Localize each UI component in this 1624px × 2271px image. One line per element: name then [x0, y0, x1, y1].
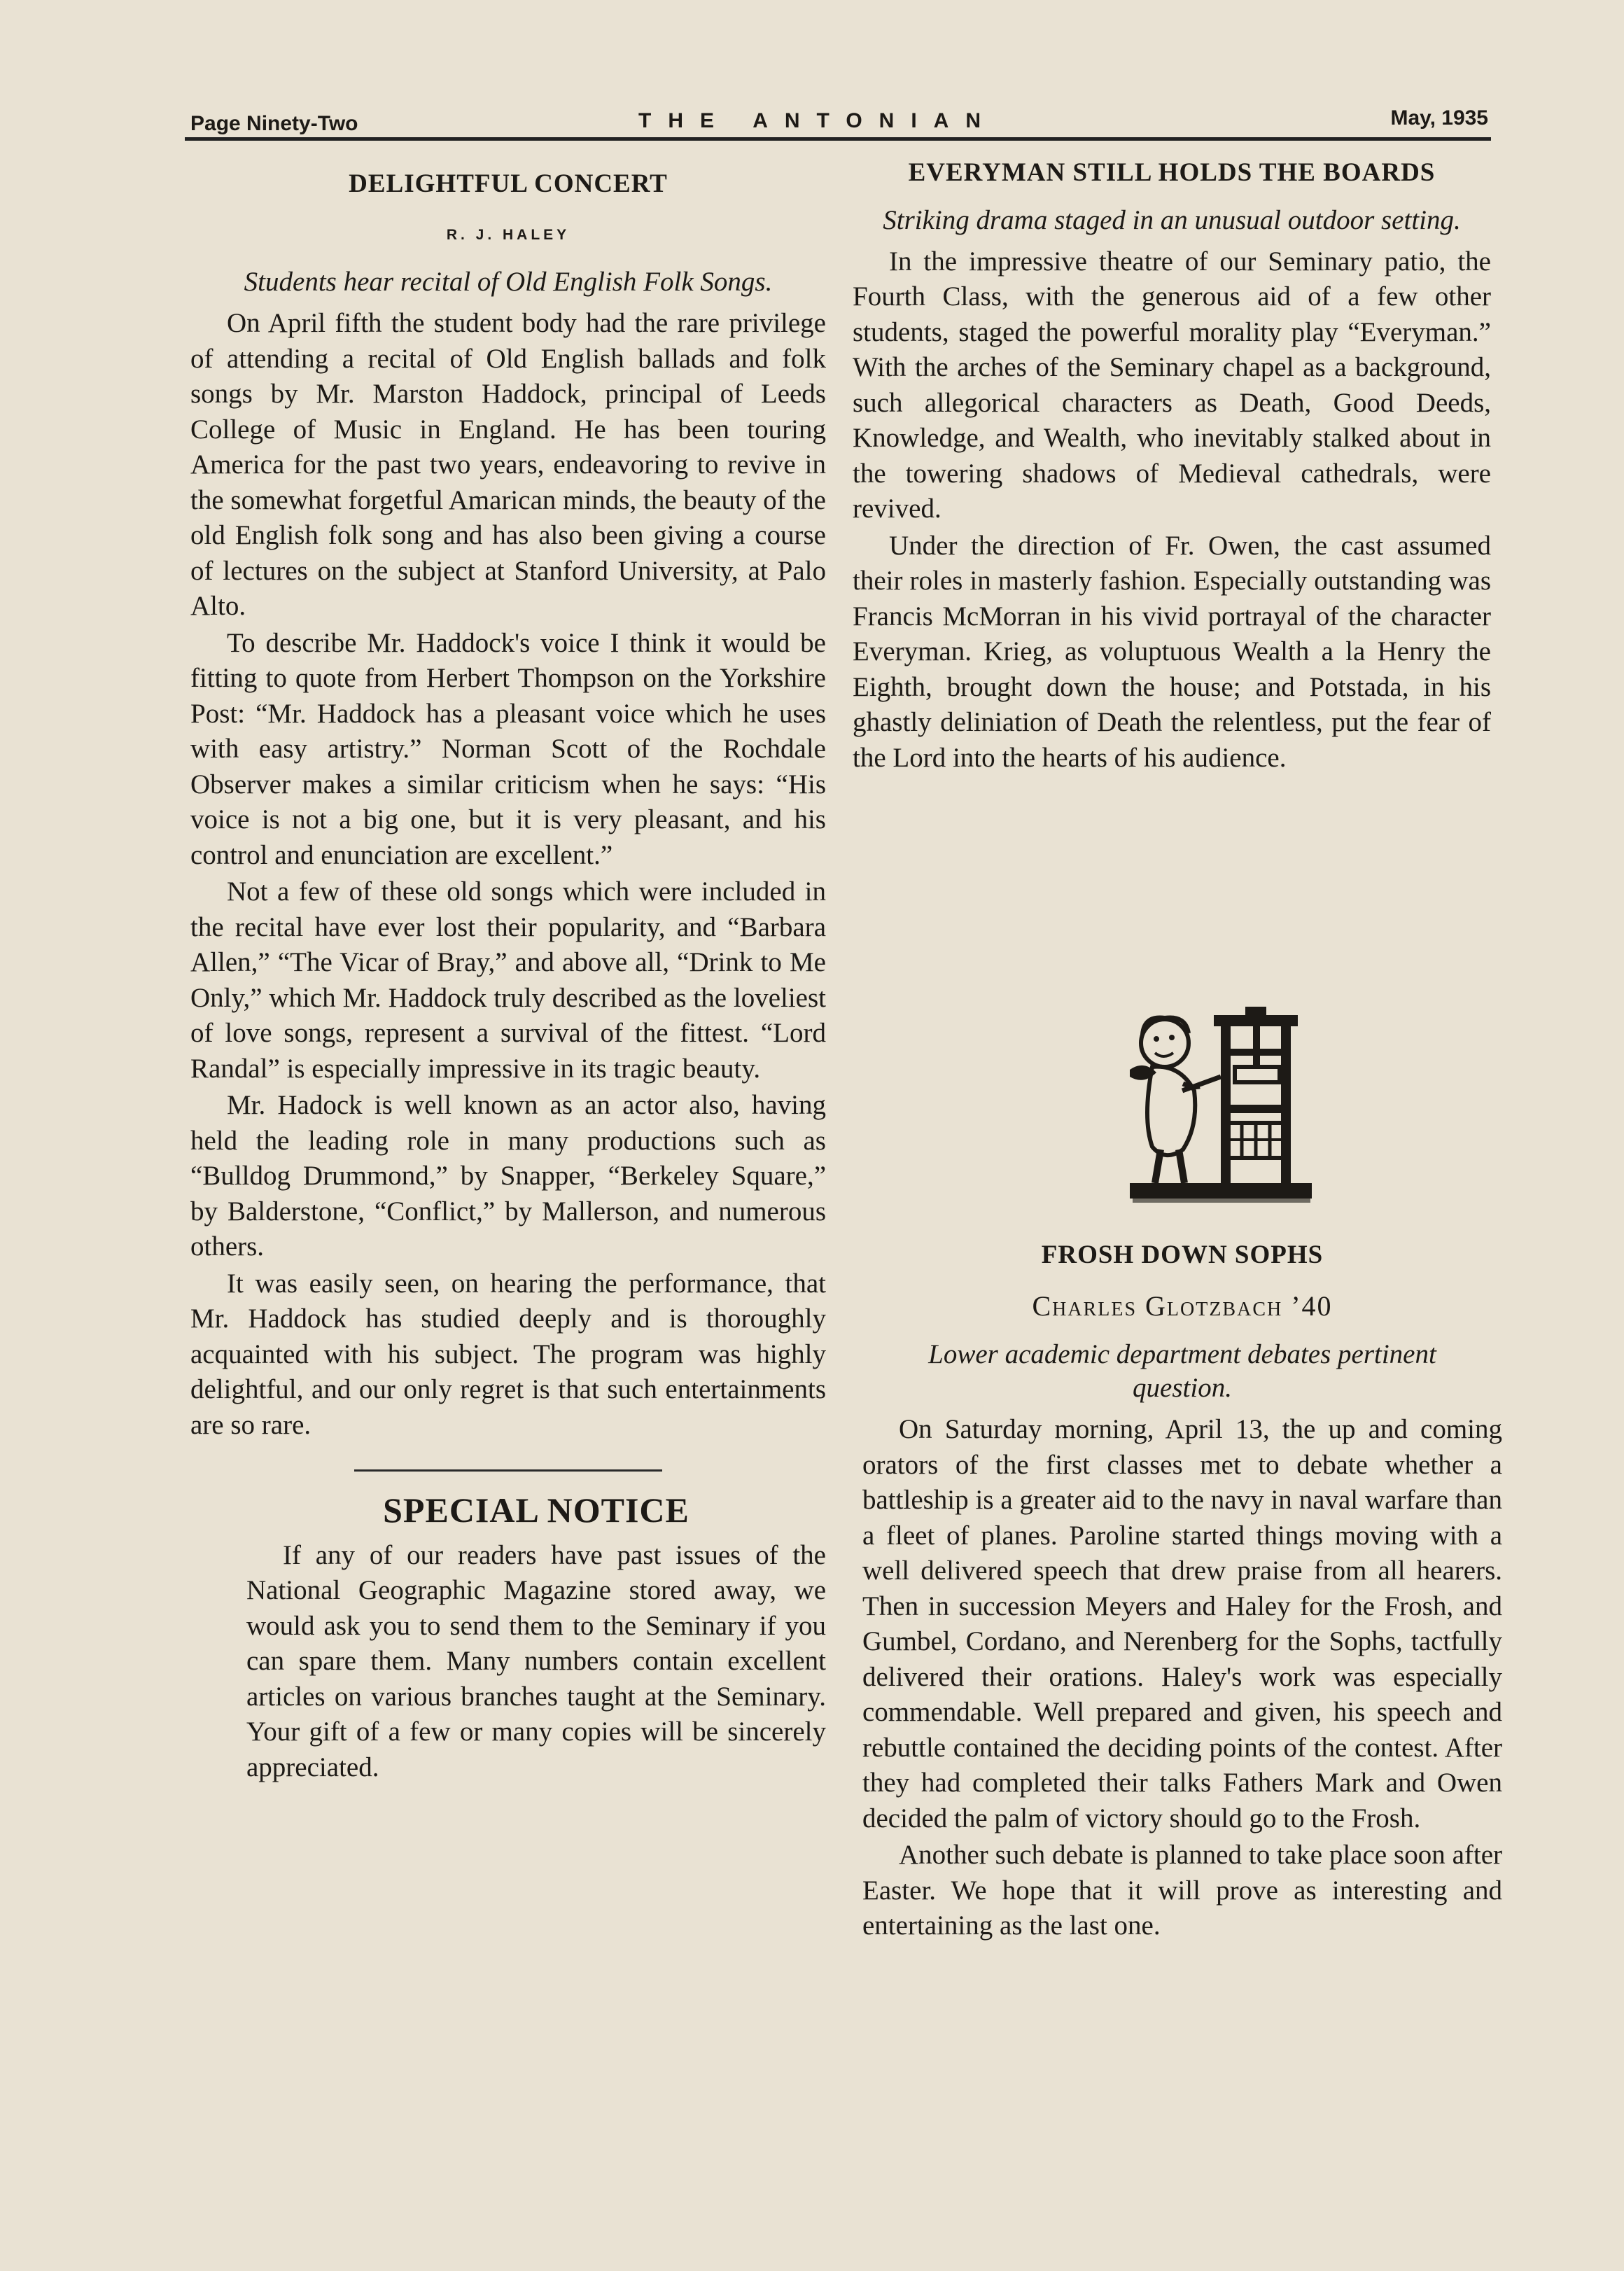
notice-paragraph: If any of our readers have past issues of the National Geographic Magazine stored away, we would ask you to send them to the Seminary if you can spare them. Many numbers contain excellent articles on various branches taught at the Seminary. Your gift of a few or many copies will be sincerely appreciated.: [246, 1539, 826, 1782]
right-column-top: [853, 155, 1491, 776]
concert-paragraph: Mr. Hadock is well known as an actor also, having held the leading role in many productions such as “Bulldog Drummond,” by Snapper, “Berkeley Square,” by Balderstone, “Conflict,” by Mallerson, and numerous others.: [190, 1090, 826, 1262]
concert-paragraph: Not a few of these old songs which were included in the recital have ever lost their popularity, and “Barbara Allen,” “The Vicar of Bray,” and above all, “Drink to Me Only,” which Mr. Haddock truly described as the loveliest of love songs, represent a survival of the fittest. “Lord Randal” is especially impressive in its tragic beauty.: [190, 876, 826, 1084]
left-column: [190, 167, 826, 1785]
right-column-bottom: [862, 1238, 1502, 1944]
concert-paragraph: To describe Mr. Haddock's voice I think it would be fitting to quote from Herbert Thompson on the Yorkshire Post: “Mr. Haddock has a pleasant voice which he uses with easy artistry.” Norman Scott of the Rochdale Observer makes a similar criticism when he says: “His voice is not a big one, but it is very pleasant, and his control and enunciation are excellent.”: [190, 627, 826, 870]
header-rule: [185, 137, 1491, 141]
frosh-paragraph: On Saturday morning, April 13, the up and coming orators of the first classes met to debate whether a battleship is a greater aid to the navy in naval warfare than a fleet of planes. Paroline started things moving with a well delivered speech that drew praise from all hearers. Then in succession Meyers and Haley for the Frosh, and Gumbel, Cordano, and Nerenberg for the Sophs, tactfully delivered their orations. Haley's work was especially commendable. Well prepared and given, his speech and rebuttle contained the deciding points of the contest. After they had completed their talks Fathers Mark and Owen decided the palm of victory should go to the Frosh.: [862, 1414, 1502, 1833]
frosh-byline: Charles Glotzbach ’40: [1032, 1290, 1333, 1322]
section-divider: [354, 1469, 662, 1472]
page-number-label: Page Ninety-Two: [190, 112, 358, 135]
everyman-headline: EVERYMAN STILL HOLDS THE BOARDS: [908, 158, 1436, 187]
concert-paragraph: It was easily seen, on hearing the performance, that Mr. Haddock has studied deeply and is thoroughly acquainted with his subject. The program was highly delightful, and our only regret is that such entertainments are so rare.: [190, 1268, 826, 1440]
printing-press-cherub-icon: [1116, 1000, 1316, 1210]
everyman-paragraph: Under the direction of Fr. Owen, the cast assumed their roles in masterly fashion. Especially outstanding was Francis McMorran in his vivid portrayal of the character Everyman. Krieg, as voluptuous Wealth a la Henry the Eighth, brought down the house; and Potstada, in his ghastly deliniation of Death the relentless, put the fear of the Lord into the hearts of his audience.: [853, 530, 1491, 773]
issue-date: May, 1935: [1390, 106, 1488, 130]
everyman-deck: Striking drama staged in an unusual outdoor setting.: [883, 204, 1461, 235]
everyman-paragraph: In the impressive theatre of our Seminary patio, the Fourth Class, with the generous aid of a few other students, staged the powerful morality play “Everyman.” With the arches of the Seminary chapel as a background, such allegorical characters as Death, Good Deeds, Knowledge, and Wealth, who inevitably stalked about in the towering shadows of Medieval cathedrals, were revived.: [853, 246, 1491, 524]
concert-headline: DELIGHTFUL CONCERT: [349, 169, 668, 198]
notice-headline: SPECIAL NOTICE: [383, 1490, 690, 1530]
frosh-headline: FROSH DOWN SOPHS: [1041, 1241, 1324, 1269]
publication-title: THE ANTONIAN: [638, 109, 997, 132]
frosh-paragraph: Another such debate is planned to take place soon after Easter. We hope that it will prove as interesting and entertaining as the last one.: [862, 1840, 1502, 1941]
concert-byline: R. J. HALEY: [446, 226, 570, 243]
page-header: [190, 105, 1488, 140]
frosh-deck: Lower academic department debates pertinent question.: [928, 1339, 1436, 1403]
special-notice: [190, 1490, 826, 1785]
concert-deck: Students hear recital of Old English Folk Songs.: [244, 267, 773, 297]
concert-paragraph: On April fifth the student body had the rare privilege of attending a recital of Old English ballads and folk songs by Mr. Marston Haddock, principal of Leeds College of Music in England. He has been touring America for the past two years, endeavoring to revive in the somewhat forgetful Amarican minds, the beauty of the old English folk song and has also been giving a course of lectures on the subject at Stanford University, at Palo Alto.: [190, 308, 826, 621]
